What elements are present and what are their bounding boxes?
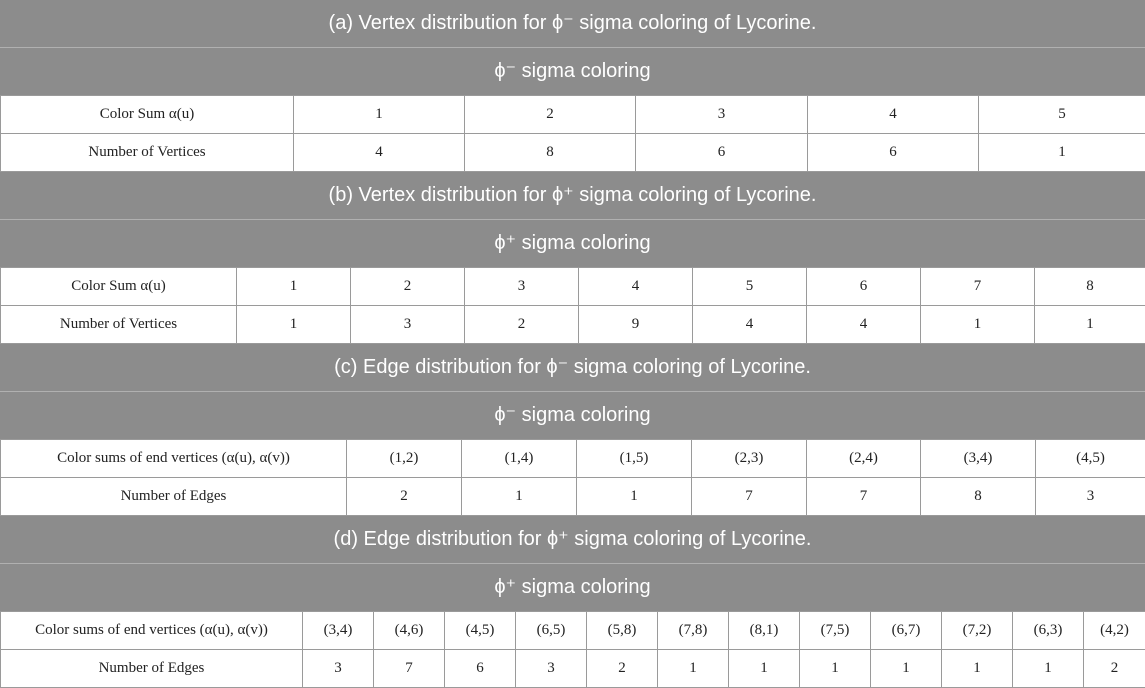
table-cell: (1,2) [347,440,462,478]
table-cell: 4 [579,268,693,306]
table-cell: 3 [303,650,374,688]
table-cell: 1 [1013,650,1084,688]
table-cell: (7,8) [658,612,729,650]
table-c-section-header: ϕ⁻ sigma coloring [0,392,1145,439]
table-cell: 2 [587,650,658,688]
table-cell: (8,1) [729,612,800,650]
row-label: Color Sum α(u) [1,96,294,134]
table-cell: (7,2) [942,612,1013,650]
table-cell: 1 [577,478,692,516]
table-cell: 1 [658,650,729,688]
table-row [1,306,1145,344]
row-label: Number of Edges [1,478,347,516]
table-cell: 3 [465,268,579,306]
table-a-section-header: ϕ⁻ sigma coloring [0,48,1145,95]
table-cell: 1 [729,650,800,688]
table-cell: 8 [465,134,636,172]
table-cell: 8 [921,478,1036,516]
table-cell: 1 [237,268,351,306]
table-cell: 1 [921,306,1035,344]
table-cell: 1 [942,650,1013,688]
table-row [1,650,1145,688]
table-cell: 2 [1084,650,1145,688]
table-d-section-header: ϕ⁺ sigma coloring [0,564,1145,611]
table-cell: 2 [465,306,579,344]
table-a-caption: (a) Vertex distribution for ϕ⁻ sigma coloring of Lycorine. [0,0,1145,48]
row-label: Number of Vertices [1,306,237,344]
table-d-caption: (d) Edge distribution for ϕ⁺ sigma coloring of Lycorine. [0,516,1145,564]
table-cell: (4,6) [374,612,445,650]
table-cell: 4 [807,306,921,344]
table-row [1,478,1145,516]
table-cell: 7 [692,478,807,516]
table-cell: 4 [294,134,465,172]
table-cell: (4,5) [445,612,516,650]
table-cell: 9 [579,306,693,344]
table-cell: (6,3) [1013,612,1084,650]
table-cell: 7 [374,650,445,688]
table-cell: (3,4) [303,612,374,650]
table-cell: (6,7) [871,612,942,650]
table-d [0,611,1145,688]
table-cell: 6 [807,268,921,306]
table-cell: 7 [807,478,921,516]
table-cell: 6 [636,134,808,172]
table-cell: 2 [351,268,465,306]
row-label: Color Sum α(u) [1,268,237,306]
table-cell: 2 [347,478,462,516]
table-cell: (4,2) [1084,612,1145,650]
table-cell: 8 [1035,268,1145,306]
table-cell: 1 [294,96,465,134]
table-cell: (4,5) [1036,440,1145,478]
table-cell: 4 [693,306,807,344]
table-cell: 6 [808,134,979,172]
row-label: Number of Edges [1,650,303,688]
table-cell: 2 [465,96,636,134]
row-label: Color sums of end vertices (α(u), α(v)) [1,440,347,478]
table-a [0,95,1145,172]
table-cell: (2,3) [692,440,807,478]
table-row [1,612,1145,650]
table-cell: 7 [921,268,1035,306]
table-b-caption: (b) Vertex distribution for ϕ⁺ sigma coloring of Lycorine. [0,172,1145,220]
table-cell: 4 [808,96,979,134]
row-label: Number of Vertices [1,134,294,172]
table-row [1,440,1145,478]
table-cell: 5 [693,268,807,306]
table-cell: (3,4) [921,440,1036,478]
table-row [1,268,1145,306]
table-row [1,96,1145,134]
table-cell: 1 [1035,306,1145,344]
table-cell: (1,5) [577,440,692,478]
table-cell: 3 [1036,478,1145,516]
table-cell: (6,5) [516,612,587,650]
table-cell: (1,4) [462,440,577,478]
table-cell: 1 [800,650,871,688]
table-cell: (5,8) [587,612,658,650]
table-cell: 1 [979,134,1145,172]
table-c-caption: (c) Edge distribution for ϕ⁻ sigma coloring of Lycorine. [0,344,1145,392]
table-cell: 1 [237,306,351,344]
table-cell: 3 [636,96,808,134]
table-c [0,439,1145,516]
table-cell: 6 [445,650,516,688]
table-cell: 1 [871,650,942,688]
table-b-section-header: ϕ⁺ sigma coloring [0,220,1145,267]
table-cell: 5 [979,96,1145,134]
table-cell: (7,5) [800,612,871,650]
row-label: Color sums of end vertices (α(u), α(v)) [1,612,303,650]
table-b [0,267,1145,344]
table-cell: 3 [516,650,587,688]
table-cell: 1 [462,478,577,516]
table-row [1,134,1145,172]
table-cell: 3 [351,306,465,344]
table-cell: (2,4) [807,440,921,478]
